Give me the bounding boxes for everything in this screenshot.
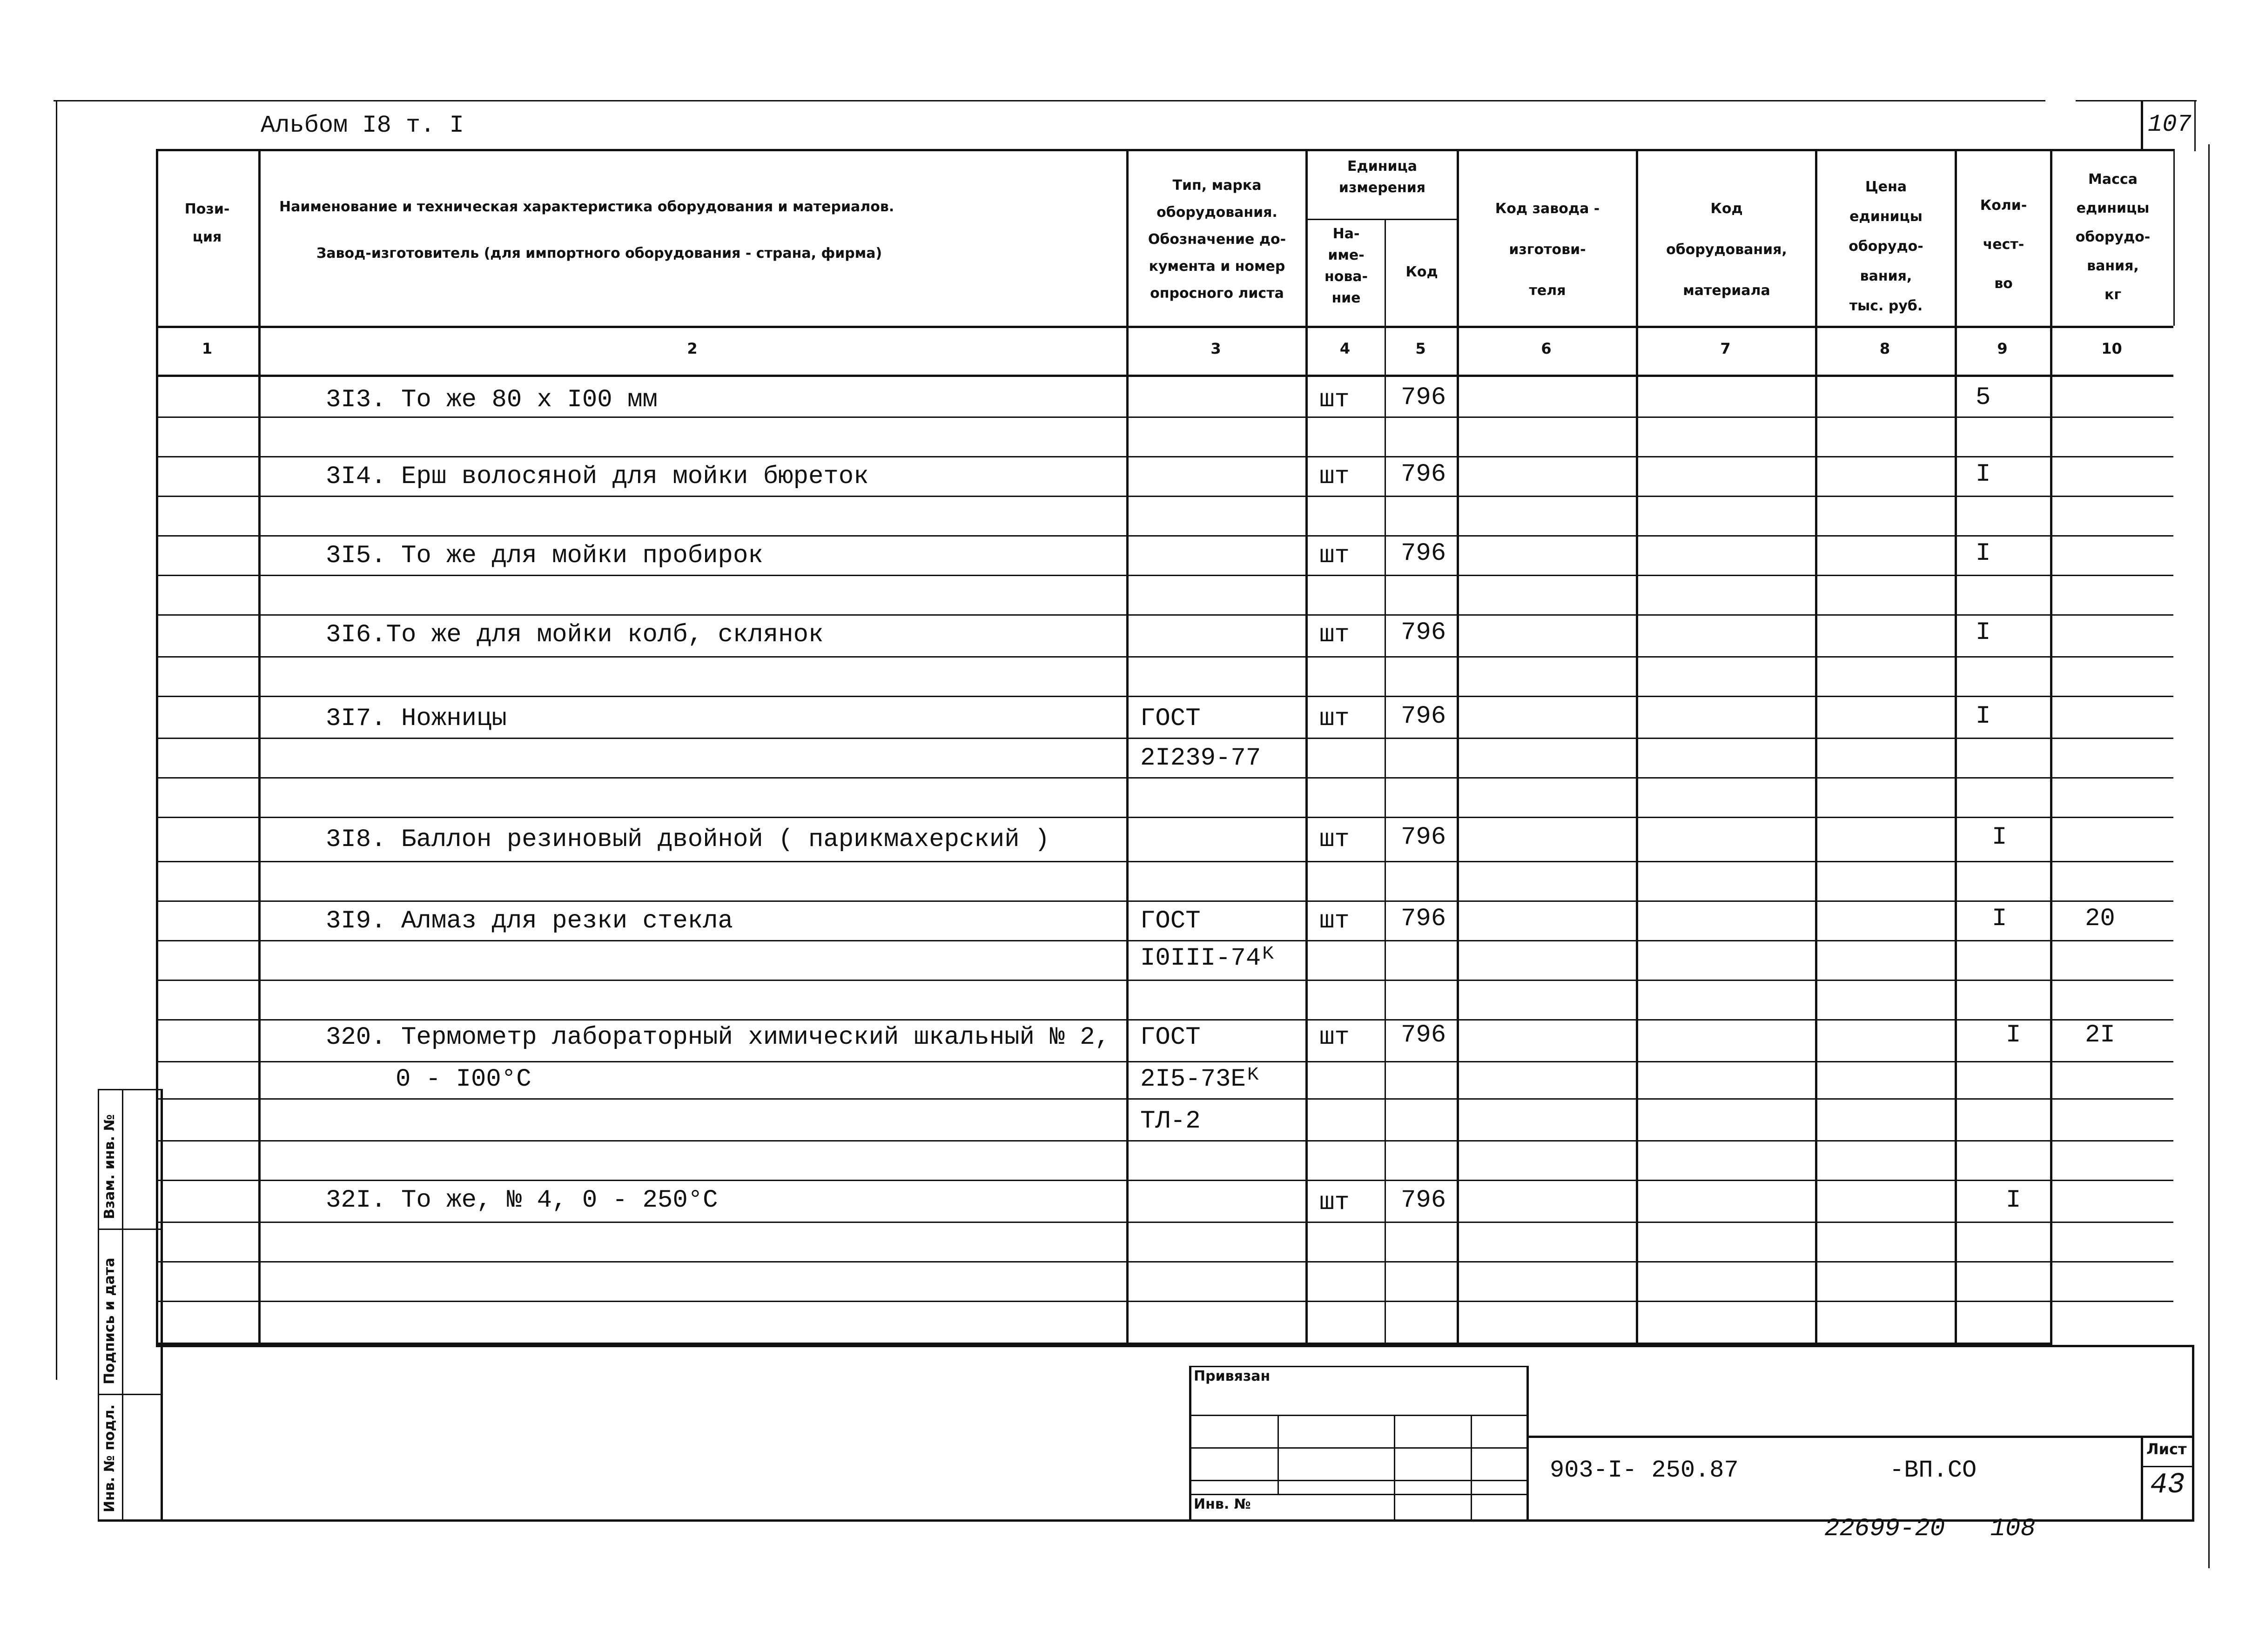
- item-doc-number: I0III-74ᴷ: [1140, 944, 1276, 973]
- item-code: 796: [1401, 905, 1446, 933]
- col-num-4: 4: [1339, 340, 1351, 357]
- item-doc: ГОСТ: [1140, 705, 1201, 733]
- col-num-1: 1: [202, 340, 213, 357]
- page-number-box-line: [2141, 100, 2143, 151]
- item-qty: I: [1992, 823, 2007, 852]
- item-qty: 5: [1976, 383, 1991, 412]
- inv-label: Инв. №: [1194, 1496, 1251, 1512]
- col-num-8: 8: [1879, 340, 1890, 357]
- item-name: 3I9. Алмаз для резки стекла: [326, 907, 733, 935]
- item-name: 3I5. То же для мойки пробирок: [326, 542, 763, 570]
- item-name: 3I7. Ножницы: [326, 705, 507, 733]
- item-unit: шт: [1319, 705, 1350, 733]
- item-code: 796: [1401, 539, 1446, 568]
- top-rule: [54, 100, 2045, 101]
- header-position: Пози- ция: [184, 201, 230, 245]
- header-name: Наименование и техническая характеристика оборудования и материалов.: [279, 199, 894, 215]
- header-factory-code: Код завода - изготови- теля: [1495, 201, 1600, 299]
- item-unit: шт: [1319, 621, 1350, 649]
- col-num-7: 7: [1720, 340, 1731, 357]
- item-qty: I: [1976, 539, 1991, 568]
- item-name: 3I3. То же 80 х I00 мм: [326, 386, 658, 414]
- document-code: 903-I- 250.87: [1550, 1457, 1739, 1484]
- sheet-code: -ВП.СО: [1889, 1457, 1977, 1484]
- item-unit: шт: [1319, 826, 1350, 854]
- item-name: 32I. То же, № 4, 0 - 250°С: [326, 1186, 718, 1215]
- header-manufacturer: Завод-изготовитель (для импортного оборудования - страна, фирма): [316, 245, 882, 262]
- item-name: 3I8. Баллон резиновый двойной ( парикмахерский ): [326, 826, 1050, 854]
- col-num-3: 3: [1210, 340, 1221, 357]
- item-code: 796: [1401, 1021, 1446, 1049]
- item-qty: I: [1976, 460, 1991, 489]
- item-code: 796: [1401, 702, 1446, 731]
- item-unit: шт: [1319, 1189, 1350, 1217]
- item-qty: I: [1976, 702, 1991, 731]
- item-name: 320. Термометр лабораторный химический шкальный № 2,: [326, 1023, 1110, 1052]
- item-code: 796: [1401, 618, 1446, 647]
- header-mass: Масса единицы оборудо- вания, кг: [2075, 171, 2151, 303]
- side-label-replacement-inv: Взам. инв. №: [101, 1114, 118, 1219]
- header-unit-code: Код: [1405, 264, 1438, 280]
- item-name: 3I4. Ерш волосяной для мойки бюреток: [326, 463, 869, 491]
- item-unit: шт: [1319, 907, 1350, 935]
- list-number: 43: [2150, 1468, 2185, 1501]
- item-name-range: 0 - I00°С: [396, 1065, 531, 1094]
- col-num-2: 2: [687, 340, 698, 357]
- frame-right: [2192, 1345, 2194, 1519]
- header-unit: Единица измерения: [1338, 158, 1426, 196]
- item-mass: 20: [2085, 905, 2115, 933]
- col-num-6: 6: [1541, 340, 1552, 357]
- header-equipment-code: Код оборудования, материала: [1666, 201, 1787, 299]
- item-name: 3I6.То же для мойки колб, склянок: [326, 621, 824, 649]
- frame-left: [161, 1089, 163, 1519]
- page-number-box-right: [2194, 100, 2196, 151]
- item-mass: 2I: [2085, 1021, 2115, 1049]
- item-doc: ГОСТ: [1140, 1023, 1201, 1052]
- item-qty: I: [2006, 1021, 2021, 1049]
- item-unit: шт: [1319, 386, 1350, 414]
- header-type: Тип, марка оборудования. Обозначение до- кумента и номер опросного листа: [1148, 177, 1286, 302]
- col-num-9: 9: [1997, 340, 2008, 357]
- outer-right-line: [2208, 144, 2210, 1568]
- item-code: 796: [1401, 383, 1446, 412]
- item-doc-number: 2I5-73Еᴷ: [1140, 1065, 1261, 1094]
- item-unit: шт: [1319, 463, 1350, 491]
- item-doc: ГОСТ: [1140, 907, 1201, 935]
- frame-top-of-stamp: [156, 1345, 2194, 1347]
- list-label: Лист: [2146, 1440, 2187, 1458]
- item-doc-number: 2I239-77: [1140, 744, 1261, 772]
- item-unit: шт: [1319, 1023, 1350, 1052]
- item-code: 796: [1401, 460, 1446, 489]
- item-doc-type: ТЛ-2: [1140, 1107, 1201, 1135]
- side-label-signature-date: Подпись и дата: [101, 1257, 118, 1384]
- item-code: 796: [1401, 823, 1446, 852]
- item-code: 796: [1401, 1186, 1446, 1215]
- outer-left-line: [56, 100, 57, 1380]
- item-qty: I: [1992, 905, 2007, 933]
- item-qty: I: [2006, 1186, 2021, 1215]
- side-label-original-inv: Инв. № подл.: [101, 1404, 118, 1512]
- col-num-10: 10: [2101, 340, 2122, 357]
- item-qty: I: [1976, 618, 1991, 647]
- top-rule-right: [2076, 100, 2197, 101]
- item-unit: шт: [1319, 542, 1350, 570]
- header-unit-name: На- име- нова- ние: [1324, 226, 1368, 306]
- header-price: Цена единицы оборудо- вания, тыс. руб.: [1849, 179, 1923, 314]
- page-number-top: 107: [2148, 111, 2192, 138]
- col-num-5: 5: [1415, 340, 1426, 357]
- header-quantity: Коли- чест- во: [1980, 197, 2027, 292]
- bottom-note: 22699-20 108: [1824, 1515, 2036, 1543]
- privyazan-label: Привязан: [1194, 1368, 1271, 1384]
- album-label: Альбом I8 т. I: [261, 112, 464, 139]
